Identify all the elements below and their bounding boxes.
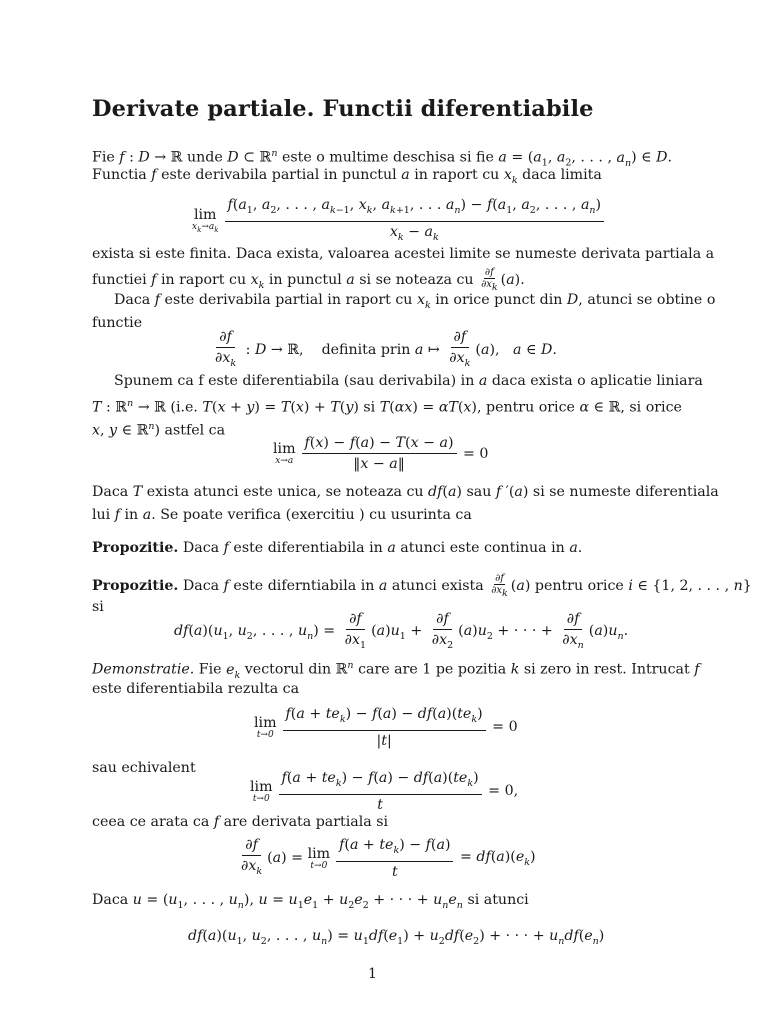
lim-label: lim [250, 778, 273, 795]
text-span: este derivabila partial in punctul [161, 167, 397, 183]
limit-operator: lim t→0 [307, 845, 331, 871]
equation-differential-expansion: $df(a)(u_1$, $u_2$, . . . , $u_n$) = $\frac{\partial f}{\partial x_1}$ $(a)u_1$ + $\frac{\partial f}{\partial x_2}$ $(a)u_2$ + · · · + $\frac{\partial f}{\partial x_n}$ $(a)u_n$. [174, 611, 629, 651]
text-span: Daca [92, 892, 129, 908]
paragraph-1-line-1: Fie f : D → ℝ unde D ⊂ ℝ$^n$ este o multime deschisa si fie $a = (a_1$, $a_2$, . . . , $a_n$) ∈ D. [92, 148, 673, 169]
text-span: vectorul din [244, 661, 332, 678]
equation-limit-t: lim t→0 $\frac{f(a + te_k) - f(a) - df(a)(te_k)}{t}$ = 0, [250, 770, 519, 813]
equation-limit-abs: lim t→0 $\frac{f(a + te_k) - f(a) - df(a)(te_k)}{|t|}$ = 0 [254, 706, 518, 749]
paragraph-3-line-2: functie [92, 315, 143, 331]
equation-partial-equals-differential: $\frac{\partial f}{\partial x_k}$ (a) = lim t→0 $\frac{f(a + te_k) - f(a)}{t}$ = $df(a)(e_k)$ [241, 837, 536, 880]
text-span: in [124, 507, 139, 523]
text-span: . Se poate verifica (exercitiu ) cu usurinta ca [151, 507, 472, 523]
text-span: in raport cu [160, 272, 247, 288]
paragraph-1-line-2: Functia f este derivabila partial in punctul a in raport cu $x_k$ daca limita [92, 167, 602, 186]
text-span: Daca [182, 540, 220, 556]
text-span: Fie [92, 149, 115, 166]
text-span: si se noteaza cu [359, 272, 474, 288]
limit-operator: lim t→0 [254, 714, 277, 740]
paragraph-2-line-1: exista si este finita. Daca exista, valoarea acestei limite se numeste derivata partiala a [92, 246, 715, 262]
text-span: atunci este continua in [400, 540, 565, 556]
paragraph-5-line-1: Daca T exista atunci este unica, se noteaza cu df(a) sau f ′(a) si se numeste diferentiala [92, 484, 719, 500]
sau-echivalent-text: sau echivalent [92, 760, 196, 776]
paragraph-5-line-2: lui f in a. Se poate verifica (exercitiu ) cu usurinta ca [92, 507, 472, 523]
proposition-1: Propozitie. Daca f este diferentiabila in a atunci este continua in a. [92, 540, 583, 556]
text-span: sau [466, 484, 492, 500]
proof-label: Demonstratie. [92, 661, 195, 678]
ceea-ce-arata-line: ceea ce arata ca f are derivata partiala si [92, 814, 389, 830]
daca-u-line: Daca $u = (u_1$, . . . , $u_n$), $u = u_1e_1 + u_2e_2$ + · · · + $u_ne_n$ si atunci [92, 892, 529, 911]
paragraph-2-line-2: functiei f in raport cu $x_k$ in punctul a si se noteaza cu $\frac{\partial f}{\partial x_k}$ (a). [92, 267, 525, 293]
text-span: pentru orice [534, 578, 624, 594]
text-span: astfel ca [164, 422, 226, 439]
equation-partial-function: $\frac{\partial f}{\partial x_k}$ : D → ℝ, definita prin a ↦ $\frac{\partial f}{\partial x_k}$ (a), a ∈ D. [215, 329, 557, 369]
lim-label: lim [193, 207, 217, 224]
proof-line-1: Demonstratie. Fie $e_k$ vectorul din ℝ$^n$ care are 1 pe pozitia k si zero in rest. Intrucat f [92, 660, 700, 681]
text-span: , atunci se obtine o [578, 292, 716, 308]
text-span: daca limita [522, 167, 602, 183]
equation-linear-expansion: $df(a)(u_1$, $u_2$, . . . , $u_n) = u_1df(e_1) + u_2df(e_2)$ + · · · + $u_ndf(e_n)$ [188, 928, 605, 947]
lim-label: lim [273, 441, 296, 457]
proof-line-2: este diferentiabila rezulta ca [92, 681, 300, 697]
text-span: Fie [198, 661, 222, 678]
text-span: in orice punct din [435, 292, 563, 308]
equation-differentiability: lim x→a $\frac{f(x) - f(a) - T(x - a)}{‖x - a‖}$ = 0 [273, 435, 489, 472]
text-span: si zero in rest. Intrucat [523, 661, 690, 678]
document-page [92, 0, 752, 1024]
paragraph-3-line-1: Daca f este derivabila partial in raport cu $x_k$ in orice punct din D, atunci se obtine o [114, 292, 716, 311]
text-span: este diferntiabila in [233, 578, 375, 594]
limit-operator: lim $x_k\to a_k$ [192, 207, 219, 235]
text-span: are derivata partiala si [223, 814, 389, 830]
text-span: este diferentiabila in [233, 540, 383, 556]
text-span: (i.e. [170, 399, 198, 416]
page-title: Derivate partiale. Functii diferentiabile [92, 96, 594, 122]
equation-partial-derivative-limit: lim $x_k\to a_k$ $f(a_1$, $a_2$, . . . , $a_{k-1}$, $x_k$, $a_{k+1}$, . . . $a_n) - f(a_1$, $a_2$, . . . , $a_n$) $x_k - a_k$ [192, 196, 606, 247]
text-span: Functia [92, 167, 147, 183]
limit-operator: lim x→a [273, 441, 296, 466]
text-span: in punctul [268, 272, 342, 288]
text-span: Spunem ca f este diferentiabila (sau derivabila) in [114, 373, 475, 389]
text-span: ceea ce arata ca [92, 814, 210, 830]
text-span: care are 1 pe pozitia [358, 661, 507, 678]
lim-label: lim [254, 714, 277, 731]
proposition-label: Propozitie. [92, 578, 179, 594]
lim-label: lim [307, 845, 331, 862]
text-span: daca exista o aplicatie liniara [491, 373, 703, 389]
text-span: lui [92, 507, 111, 523]
text-span: atunci exista [391, 578, 484, 594]
text-span: si atunci [467, 892, 529, 908]
text-span: Daca [114, 292, 151, 308]
paragraph-4-line-3: x, y ∈ ℝ$^n$) astfel ca [92, 421, 226, 439]
text-span: si [363, 399, 376, 416]
text-span: este derivabila partial in raport cu [164, 292, 413, 308]
limit-operator: lim t→0 [250, 778, 273, 804]
text-span: si se numeste diferentiala [532, 484, 719, 500]
text-span: definita prin [321, 342, 411, 359]
proposition-2-line-1: Propozitie. Daca f este diferntiabila in a atunci exista $\frac{\partial f}{\partial x_k}$ (a) pentru orice i ∈ {1, 2, . . . , n} [92, 573, 752, 599]
text-span: , si orice [620, 399, 682, 416]
proposition-2-line-2: si [92, 599, 104, 615]
paragraph-4-line-2: T : ℝ$^n$ → ℝ (i.e. T(x + y) = T(x) + T(y) si T(αx) = αT(x), pentru orice α ∈ ℝ, si orice [92, 398, 682, 416]
paragraph-4-line-1: Spunem ca f este diferentiabila (sau derivabila) in a daca exista o aplicatie liniara [114, 373, 703, 389]
text-span: functiei [92, 272, 147, 288]
text-span: Daca [182, 578, 220, 594]
proposition-label: Propozitie. [92, 540, 179, 556]
text-span: exista atunci este unica, se noteaza cu [146, 484, 424, 500]
text-span: , pentru orice [476, 399, 575, 416]
text-span: Daca [92, 484, 129, 500]
text-span: este o multime deschisa si fie [281, 149, 494, 166]
page-number: 1 [368, 966, 377, 982]
text-span: unde [186, 149, 223, 166]
text-span: in raport cu [414, 167, 500, 183]
